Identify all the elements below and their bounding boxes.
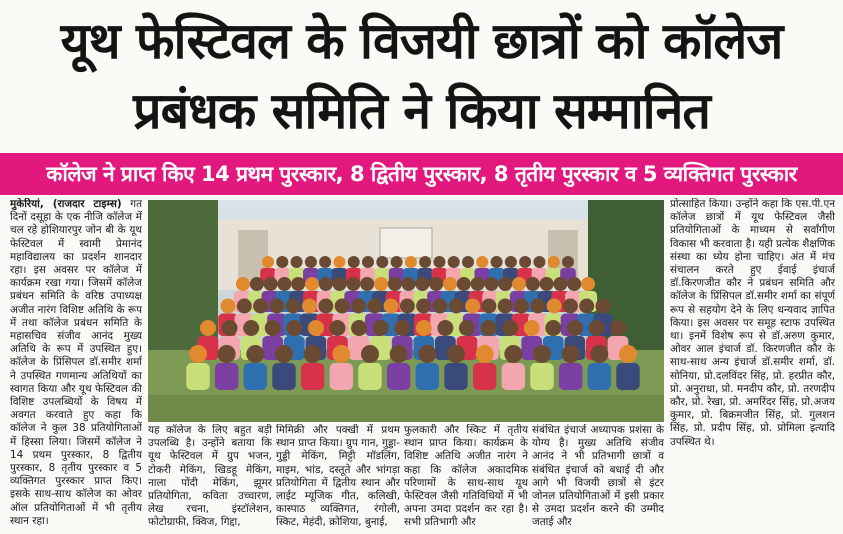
person-head [346,277,360,291]
person-head [332,345,350,363]
person-body [502,363,525,390]
person-head [540,277,554,291]
person-head [200,320,216,336]
person-body [330,363,353,390]
person-head [302,299,317,314]
person-head [533,345,551,363]
person-head [562,256,574,268]
person-head [462,256,474,268]
person-head [481,320,497,336]
article-bottom-col-4: संबंधित इंचार्ज अध्यापक प्रशंसा के योग्य है। मुख्य अतिथि संजीव आनंद ने भी प्रतिभागी छात्रों व संबंधित इंचार्ज को बधाई दी और आगे भी विजयी छात्रों से इंटर जोनल प्रतियोगिताओं में इसी प्रकार से उमदा प्रदर्शन करने की उम्मीद जताई और [532,424,664,529]
person-head [514,299,529,314]
person-head [448,256,460,268]
person-head [221,299,236,314]
person-head [269,299,284,314]
person-head [291,277,305,291]
person-head [276,256,288,268]
person-head [291,256,303,268]
article-bottom-col-2: मिमिक्री और पक्खी में प्रथम स्थान प्राप्त किया। ग्रुप गान, गुड्डा-गुड्डी मेकिंग, मिट्टी मॉडलिंग, माइम, भांड, दस्तूते और भांगड़ा प्रतियोगिता में द्वितीय स्थान और लाईट म्यूजिक गीत, कलिखी, कास्पाठ व्यक्तिगत, रंगोली, स्किट, मेहंदी, क्रोशिया, बुनाई, [276,424,400,529]
person-head [447,345,465,363]
person-head [348,256,360,268]
article-bottom-col-3: फुलकारी और स्किट में तृतीय स्थान प्राप्त किया। कार्यक्रम के विशिष्ट अतिथि अजीत नारंग ने कहा कि कॉलेज अकादमिक परिणामों के साथ-साथ यूथ फेस्टिवल जैसी गतिविधियों में भी अपना उमदा प्रदर्शन कर रहा है। सभी प्रतिभागी और [404,424,528,529]
person-head [416,299,431,314]
person-head [222,320,238,336]
person-head [567,277,581,291]
person-head [305,256,317,268]
person-head [305,277,319,291]
person-head [277,277,291,291]
person-head [319,256,331,268]
person-head [512,277,526,291]
person-head [429,277,443,291]
person-body [473,363,496,390]
group-photo [148,200,664,422]
person-head [443,277,457,291]
person-body [559,363,582,390]
person-head [390,345,408,363]
person-body [301,363,324,390]
person-head [218,345,236,363]
person-head [400,299,415,314]
person-head [433,256,445,268]
person-head [563,299,578,314]
person-body [215,363,238,390]
person-head [459,320,475,336]
person-head [391,256,403,268]
person-body [272,363,295,390]
person-head [567,320,583,336]
person-head [360,277,374,291]
person-head [250,277,264,291]
person-head [579,299,594,314]
person-head [415,277,429,291]
person-head [333,277,347,291]
person-head [402,277,416,291]
person-head [318,299,333,314]
person-head [419,256,431,268]
person-head [581,277,595,291]
person-head [418,345,436,363]
person-head [553,277,567,291]
person-head [526,277,540,291]
person-head [394,320,410,336]
person-head [545,320,561,336]
person-head [491,256,503,268]
article-column-right: प्रोत्साहित किया। उन्होंने कहा कि एस.पी.एन कॉलेज छात्रों में यूथ फेस्टिवल जैसी प्रतियोगिताओं के माध्यम से सर्वांगीण विकास भी करवाता है। यही प्रत्येक शैक्षणिक संस्था का ध्येय होना चाहिए। अंत में मंच संचालन करते हुए ईवाई इंचार्ज डॉ.किरणजीत कौर ने प्रबंधन समिति और कॉलेज के प्रिंसिपल डॉ.समीर शर्मा का संपूर्ण रूप से सहयोग देने के लिए धन्यवाद ज्ञापित किया। इस अवसर पर समूह स्टाफ उपस्थित था। इनमें विशेष रूप से डॉ.अरुण कुमार, ओवर आल इंचार्ज डॉ. किरणजीत कौर के साथ-साथ अन्य इंचार्ज डॉ.समीर शर्मा, डॉ. सोनिया, प्रो.दलविंदर सिंह, प्रो. हरप्रीत कौर, प्रो. अनुराधा, प्रो. मनदीप कौर, प्रो. तरणदीप कौर, प्रो. रेखा, प्रो. अमरिंदर सिंह, प्रो.अजय कुमार, प्रो. बिक्रमजीत सिंह, प्रो. गुलशन सिंह, प्रो. प्रदीप सिंह, प्रो. प्रोमिला इत्यादि उपस्थित थे। [670,198,835,448]
person-head [449,299,464,314]
person-head [519,256,531,268]
subheadline-banner: कॉलेज ने प्राप्त किए 14 प्रथम पुरस्कार, 8 द्वितीय पुरस्कार, 8 तृतीय पुरस्कार व 5 व्यक्तिगत पुरस्कार [0,153,843,195]
person-body [186,363,209,390]
person-head [361,345,379,363]
person-head [484,277,498,291]
person-head [246,345,264,363]
person-body [588,363,611,390]
person-head [548,256,560,268]
person-head [505,256,517,268]
person-head [308,320,324,336]
person-head [504,345,522,363]
person-head [465,299,480,314]
person-head [189,345,207,363]
person-head [547,299,562,314]
person-head [253,299,268,314]
person-head [432,299,447,314]
person-head [476,345,494,363]
article-left-text: गत दिनों दसूहा के एक नीजि कॉलेज में चल रहे होशियारपुर जोन बी के यूथ फेस्टिवल में स्वामी प्रेमानंद महाविद्यालय का प्रदर्शन शानदार रहा। इस अवसर पर कॉलेज में कार्यक्रम रखा गया। जिसमें कॉलेज प्रबंधन समिति के वरिष्ठ उपाध्यक्ष अजीत नारंग विशिष्ट अतिथि के रूप में तथा कॉलेज प्रबंधन समिति के महासचिव संजीव आनंद मुख्य अतिथि के रूप में उपस्थित हुए। कॉलेज के प्रिंसिपल डॉ.समीर शर्मा ने उपस्थित गणमान्य अतिथियों का स्वागत किया और यूथ फेस्टिवल की विशिष्ट उपलब्धियों के विषय में अवगत करवाते हुए कहा कि कॉलेज ने कुल 38 प्रतियोगिताओं में हिस्सा लिया। जिसमें कॉलेज ने 14 प्रथम पुरस्कार, 8 द्वितीय पुरस्कार, 8 तृतीय पुरस्कार व 5 व्यक्तिगत पुरस्कार प्राप्त किए। इसके साथ-साथ कॉलेज का ओवर ऑल प्रतियोगिताओं में भी तृतीय स्थान रहा। [10,198,142,527]
person-head [416,320,432,336]
person-head [319,277,333,291]
person-head [619,345,637,363]
headline-line-2: प्रबंधक समिति ने किया सम्मानित [133,82,710,140]
person-head [374,277,388,291]
person-head [373,320,389,336]
person-head [481,299,496,314]
person-head [388,277,402,291]
person-head [264,277,278,291]
person-head [437,320,453,336]
person-head [333,256,345,268]
person-head [610,320,626,336]
person-body [444,363,467,390]
person-head [457,277,471,291]
person-head [596,299,611,314]
person-head [471,277,485,291]
person-head [590,345,608,363]
person-head [498,277,512,291]
person-head [588,320,604,336]
person-head [524,320,540,336]
person-body [416,363,439,390]
person-head [286,320,302,336]
person-head [304,345,322,363]
person-head [533,256,545,268]
person-head [405,256,417,268]
person-head [329,320,345,336]
person-head [530,299,545,314]
person-head [498,299,513,314]
person-body [616,363,639,390]
person-body [244,363,267,390]
person-body [358,363,381,390]
person-head [286,299,301,314]
person-head [367,299,382,314]
dateline: मुकेरियां, (राजदार टाइम्स) [10,198,122,210]
person-body [387,363,410,390]
person-head [376,256,388,268]
person-head [265,320,281,336]
person-head [237,299,252,314]
person-head [243,320,259,336]
person-head [384,299,399,314]
article-bottom-col-1: यह कॉलेज के लिए बहुत बड़ी उपलब्धि है। उन्होंने बताया कि यूथ फेस्टिवल में ग्रुप भजन, टोकरी मेकिंग, खिडहू मेकिंग, नाला पोंदी मेकिंग, झूमर प्रतियोगिता, कविता उच्चारण, लेख रचना, इंस्टॉलेशन, फोटोग्राफी, क्विज, गिद्दा, [148,424,272,529]
person-body [530,363,553,390]
person-head [236,277,250,291]
person-head [476,256,488,268]
person-head [335,299,350,314]
person-head [351,299,366,314]
person-head [362,256,374,268]
person-head [562,345,580,363]
person-head [502,320,518,336]
person-head [275,345,293,363]
headline-line-1: यूथ फेस्टिवल के विजयी छात्रों को कॉलेज [60,12,783,70]
article-column-left [10,198,142,528]
person-head [262,256,274,268]
person-head [351,320,367,336]
